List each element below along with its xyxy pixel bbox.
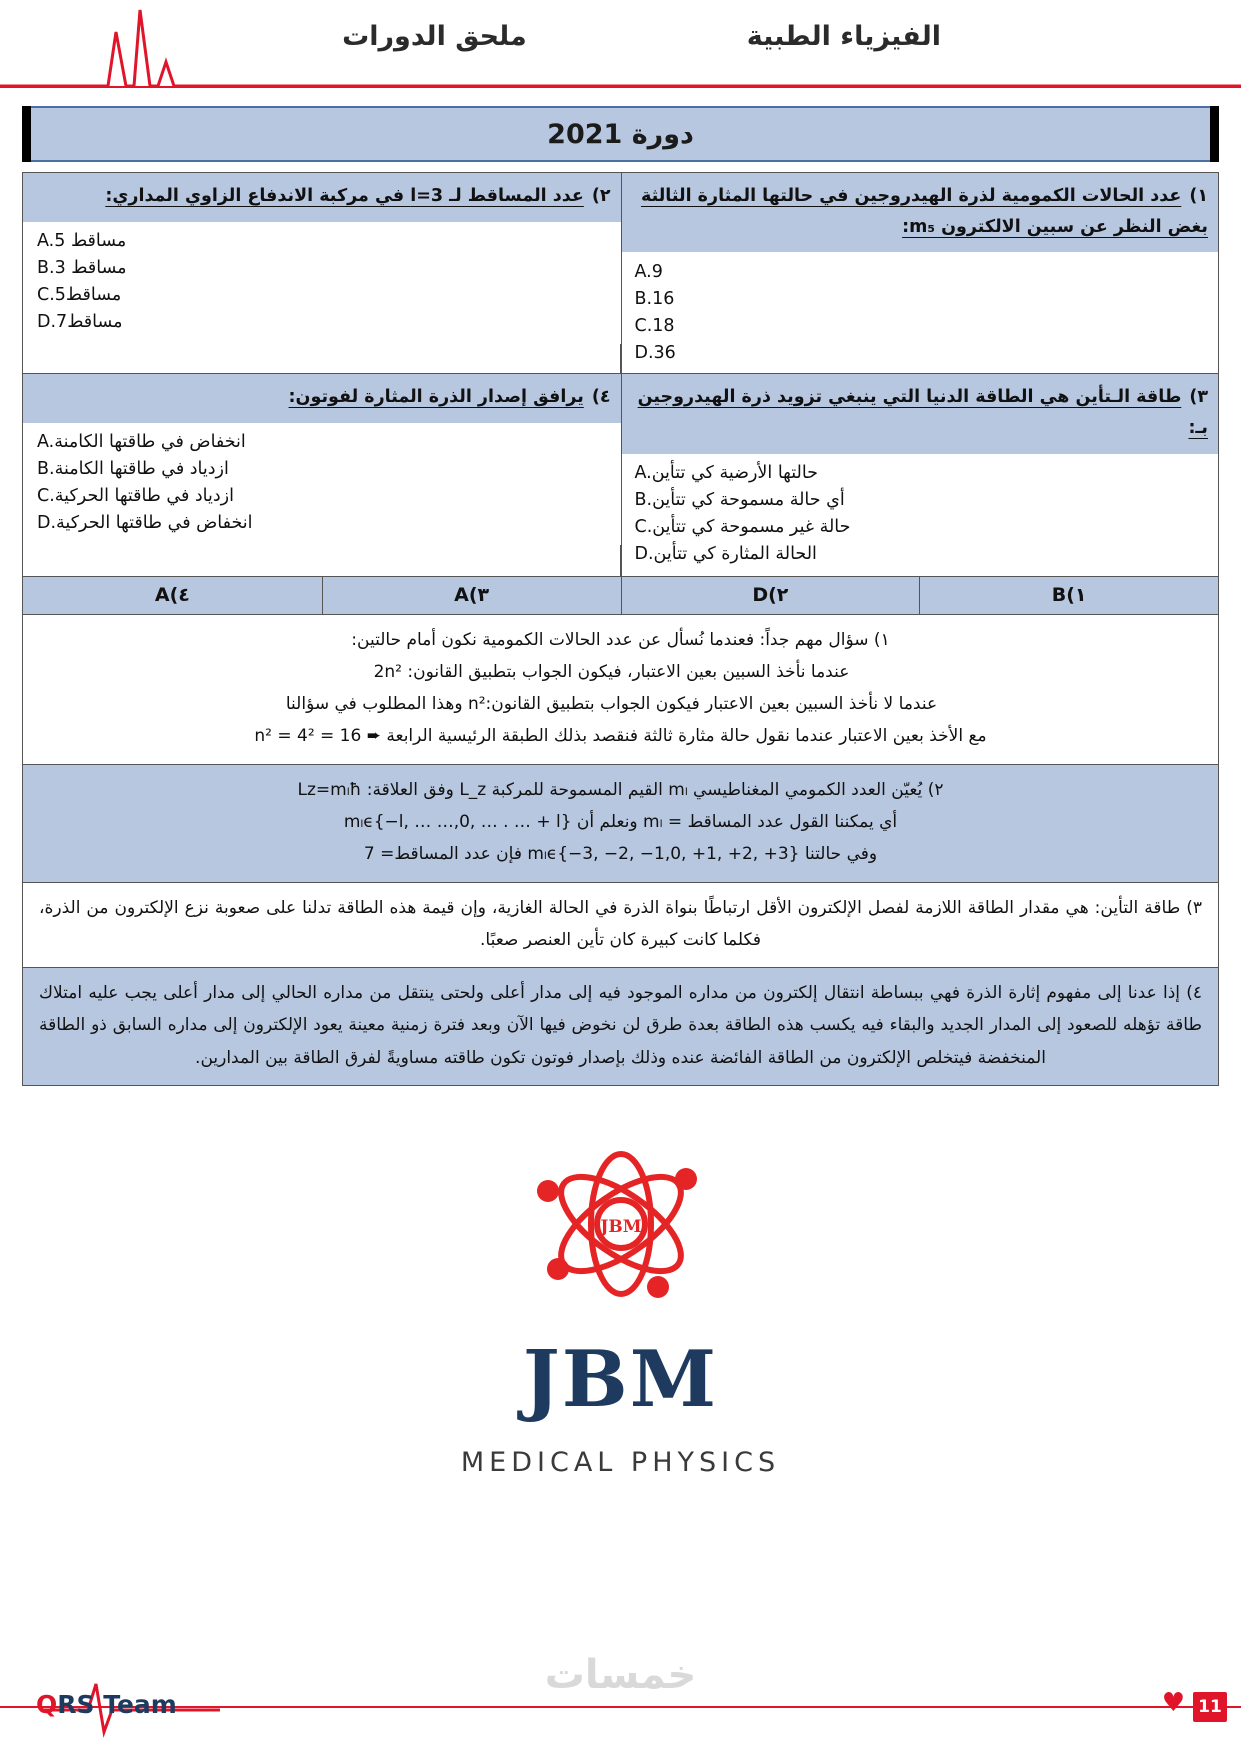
page-number: 11 xyxy=(1193,1692,1227,1722)
question-3-head xyxy=(621,374,1219,453)
question-1-head xyxy=(621,173,1219,252)
question-card-1 xyxy=(620,172,1220,375)
question-4-options xyxy=(23,423,621,545)
header-title-right: الفيزياء الطبية xyxy=(746,20,941,52)
answer-cell: ٣)A xyxy=(322,577,621,614)
explanation-block-3 xyxy=(22,883,1219,969)
question-2-head xyxy=(23,173,621,222)
explanation-line: ٤) إذا عدنا إلى مفهوم إثارة الذرة فهي ببساطة انتقال إلكترون من مداره الموجود فيه إلى مدار أعلى ولحتى ينتقل من مداره الحالي إلى مدار أعلى يجب عليه امتلاك طاقة تؤهله للصعود إلى المدار الجديد والبقاء فيه يكسب هذه الطاقة بعدة طرق لن نخوض فيها الآن وبعد فترة زمنية معينة يعود الإلكترون إلى مداره السابق ذو الطاقة المنخفضة فيتخلص الإلكترون من الطاقة الفائضة عنده وذلك بإصدار فوتون تكون طاقته مساويةً لفرق الطاقة بين المدارين. xyxy=(39,983,1202,1068)
explanation-line: ٢) يُعيّن العدد الكمومي المغناطيسي mₗ القيم المسموحة للمركبة L_z وفق العلاقة: Lz=mₗħ xyxy=(297,779,944,800)
option[interactable]: B.3 مساقط xyxy=(37,258,127,279)
option[interactable]: B.أي حالة مسموحة كي تتأين xyxy=(634,490,845,510)
option[interactable]: D.انخفاض في طاقتها الحركية xyxy=(37,513,253,534)
explanation-block-4 xyxy=(22,968,1219,1086)
brand-tagline: MEDICAL PHYSICS xyxy=(460,1447,781,1479)
team-name: RS Team xyxy=(57,1690,177,1719)
option[interactable]: C.حالة غير مسموحة كي تتأين xyxy=(634,517,851,537)
answer-cell: ٤)A xyxy=(154,583,190,606)
question-card-3 xyxy=(620,373,1220,576)
option[interactable]: D.36 xyxy=(634,342,676,363)
question-card-4 xyxy=(22,373,622,576)
option[interactable]: C.18 xyxy=(634,315,675,336)
questions-grid xyxy=(22,172,1219,577)
explanation-line: ١) سؤال مهم جداً: فعندما نُسأل عن عدد الحالات الكمومية نكون أمام حالتين: xyxy=(351,629,890,650)
question-4-head xyxy=(23,374,621,423)
option[interactable]: C.5مساقط xyxy=(37,285,122,306)
question-3-options xyxy=(621,454,1219,576)
explanation-line: عندما لا نأخذ السبين بعين الاعتبار فيكون الجواب بتطبيق القانون:n² وهذا المطلوب في سؤالنا xyxy=(285,694,938,715)
option[interactable]: B.ازدياد في طاقتها الكامنة xyxy=(37,459,229,480)
question-4-text: يرافق إصدار الذرة المثارة لفوتون: xyxy=(288,387,584,408)
question-card-2 xyxy=(22,172,622,375)
explanation-block-2 xyxy=(22,765,1219,883)
option[interactable]: C.ازدياد في طاقتها الحركية xyxy=(37,486,234,507)
page-footer xyxy=(0,1676,1241,1754)
question-2-text: عدد المساقط لـ l=3 في مركبة الاندفاع الزاوي المداري: xyxy=(105,186,584,206)
option[interactable]: B.16 xyxy=(634,288,675,309)
question-1-number: ١) xyxy=(1189,186,1208,206)
option[interactable]: A.5 مساقط xyxy=(37,231,127,252)
question-4-number: ٤) xyxy=(591,387,611,408)
session-title-bar xyxy=(22,106,1219,162)
answer-cell: ١)B xyxy=(919,577,1218,614)
explanation-line: وفي حالتنا mₗϵ{−3, −2, −1,0, +1, +2, +3} فإن عدد المساقط= 7 xyxy=(363,844,878,865)
atom-icon xyxy=(0,1124,1241,1324)
brand-name: JBM xyxy=(522,1334,719,1426)
question-2-options xyxy=(23,222,621,344)
explanation-line: مع الأخذ بعين الاعتبار عندما نقول حالة مثارة ثالثة فنقصد بذلك الطبقة الرئيسية الرابعة ➨ n² = 4² = 16 xyxy=(254,726,987,747)
explanation-line: ٣) طاقة التأين: هي مقدار الطاقة اللازمة لفصل الإلكترون الأقل ارتباطًا بنواة الذرة في الحالة الغازية، وإن قيمة هذه الطاقة تدلنا على صعوبة نزع الإلكترون من الذرة، فكلما كانت كبيرة كان تأين العنصر صعبًا. xyxy=(39,897,1202,950)
option[interactable]: D.7مساقط xyxy=(37,312,123,333)
explanation-line: عندما نأخذ السبين بعين الاعتبار، فيكون الجواب بتطبيق القانون: 2n² xyxy=(373,661,850,682)
session-title: دورة 2021 xyxy=(31,106,1210,162)
explanation-line: أي يمكننا القول عدد المساقط = mₗ ونعلم أن mₗϵ{−l, … …,0, … . … + l} xyxy=(343,811,898,832)
question-1-options xyxy=(621,252,1219,374)
question-2-number: ٢) xyxy=(591,186,611,206)
title-bar-cap-left xyxy=(22,106,31,162)
explanation-block-1 xyxy=(22,615,1219,765)
team-q-letter: Q xyxy=(36,1690,58,1719)
svg-text:JBM: JBM xyxy=(599,1217,642,1238)
title-bar-cap-right xyxy=(1210,106,1219,162)
option[interactable]: A.9 xyxy=(634,261,663,282)
answer-cell: ٢)D xyxy=(621,577,920,614)
heart-icon: ♥ xyxy=(1161,1688,1185,1718)
question-3-number: ٣) xyxy=(1189,387,1208,408)
page-header xyxy=(0,0,1241,88)
question-3-text: طاقة الـتأين هي الطاقة الدنيا التي ينبغي تزويد ذرة الهيدروجين بـ: xyxy=(637,387,1208,438)
question-1-text: عدد الحالات الكمومية لذرة الهيدروجين في حالتها المثارة الثالثة بغض النظر عن سبين الالكترون m₅: xyxy=(640,186,1208,237)
header-title-left: ملحق الدورات xyxy=(342,20,527,52)
brand-logo xyxy=(0,1124,1241,1478)
option[interactable]: D.الحالة المثارة كي تتأين xyxy=(634,544,817,564)
watermark: خمسات xyxy=(544,1652,697,1698)
option[interactable]: A.انخفاض في طاقتها الكامنة xyxy=(37,432,246,453)
option[interactable]: A.حالتها الأرضية كي تتأين xyxy=(634,463,818,483)
answer-key-row xyxy=(22,577,1219,615)
team-credit xyxy=(36,1690,177,1719)
